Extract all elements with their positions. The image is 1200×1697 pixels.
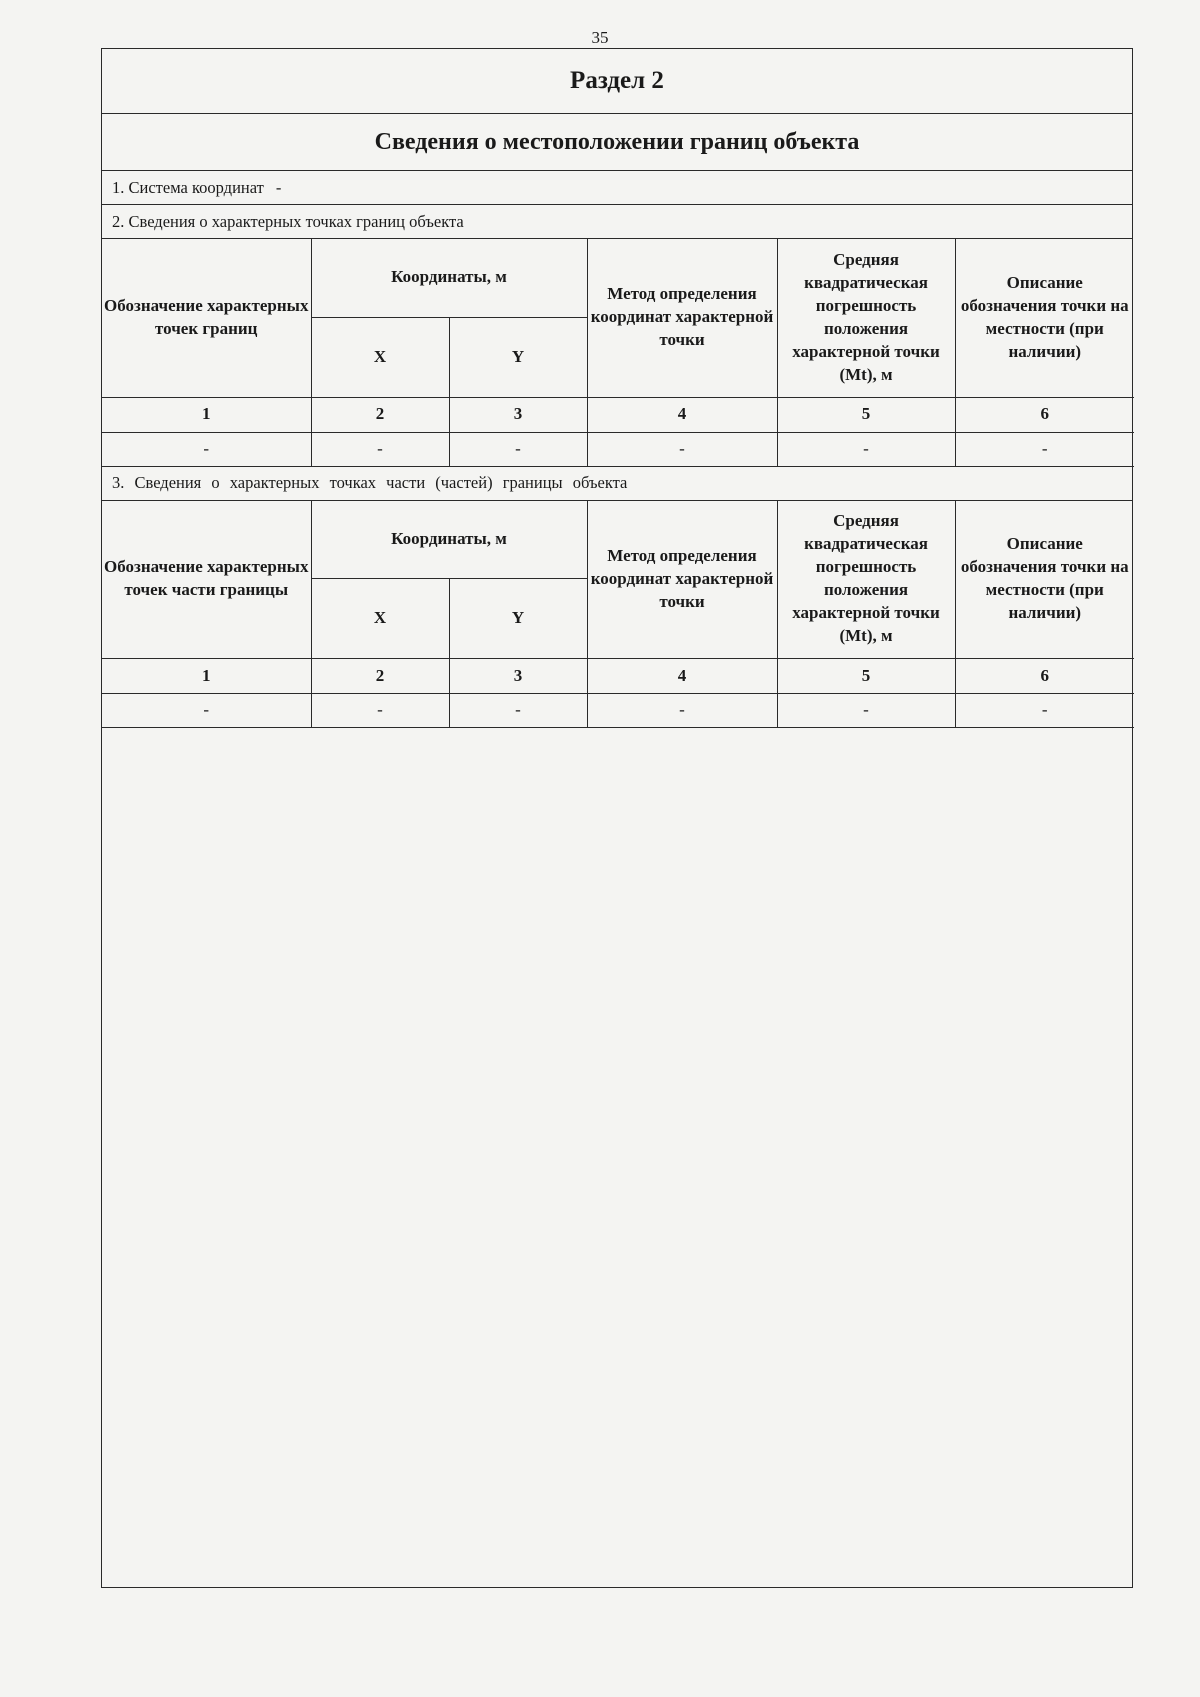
column-number: 4 bbox=[587, 397, 777, 432]
col-method: Метод определения координат характерной точки bbox=[587, 239, 777, 397]
column-number: 6 bbox=[955, 659, 1134, 694]
col-error: Средняя квадратическая погрешность положения характерной точки (Mt), м bbox=[777, 501, 955, 659]
column-numbers-row bbox=[102, 397, 1134, 432]
col-description: Описание обозначения точки на местности (при наличии) bbox=[955, 501, 1134, 659]
table-cell: - bbox=[311, 694, 449, 728]
section-title: Раздел 2 bbox=[102, 49, 1132, 114]
table-cell: - bbox=[587, 694, 777, 728]
column-number: 3 bbox=[449, 659, 587, 694]
table-cell: - bbox=[587, 432, 777, 466]
column-number: 2 bbox=[311, 397, 449, 432]
document-frame bbox=[101, 48, 1133, 1588]
column-number: 1 bbox=[102, 659, 311, 694]
table-cell: - bbox=[449, 432, 587, 466]
table1-title: 2. Сведения о характерных точках границ объекта bbox=[102, 205, 1132, 239]
col-y: Y bbox=[449, 317, 587, 397]
column-number: 5 bbox=[777, 659, 955, 694]
col-coordinates: Координаты, м bbox=[311, 239, 587, 317]
col-y: Y bbox=[449, 579, 587, 659]
column-number: 3 bbox=[449, 397, 587, 432]
column-numbers-row bbox=[102, 659, 1134, 694]
coordinate-system-row bbox=[102, 171, 1132, 205]
table-cell: - bbox=[955, 432, 1134, 466]
table-cell: - bbox=[449, 694, 587, 728]
page-number: 35 bbox=[591, 28, 609, 47]
table-cell: - bbox=[311, 432, 449, 466]
column-number: 1 bbox=[102, 397, 311, 432]
col-x: X bbox=[311, 317, 449, 397]
coordinate-system-label: 1. Система координат bbox=[112, 177, 264, 197]
table-row bbox=[102, 694, 1134, 728]
col-x: X bbox=[311, 579, 449, 659]
part-points-table bbox=[102, 501, 1134, 729]
column-number: 5 bbox=[777, 397, 955, 432]
column-number: 2 bbox=[311, 659, 449, 694]
col-designation: Обозначение характерных точек части границы bbox=[102, 501, 311, 659]
table2-title: 3. Сведения о характерных точках части (частей) границы объекта bbox=[102, 467, 1132, 501]
col-description: Описание обозначения точки на местности (при наличии) bbox=[955, 239, 1134, 397]
column-number: 4 bbox=[587, 659, 777, 694]
table-cell: - bbox=[777, 694, 955, 728]
table-cell: - bbox=[777, 432, 955, 466]
points-table bbox=[102, 239, 1134, 467]
coordinate-system-value: - bbox=[275, 177, 282, 197]
col-error: Средняя квадратическая погрешность положения характерной точки (Mt), м bbox=[777, 239, 955, 397]
col-designation: Обозначение характерных точек границ bbox=[102, 239, 311, 397]
table-cell: - bbox=[102, 432, 311, 466]
table-cell: - bbox=[102, 694, 311, 728]
table-cell: - bbox=[955, 694, 1134, 728]
column-number: 6 bbox=[955, 397, 1134, 432]
page-heading: Сведения о местоположении границ объекта bbox=[102, 114, 1132, 171]
table-row bbox=[102, 432, 1134, 466]
col-method: Метод определения координат характерной точки bbox=[587, 501, 777, 659]
col-coordinates: Координаты, м bbox=[311, 501, 587, 579]
